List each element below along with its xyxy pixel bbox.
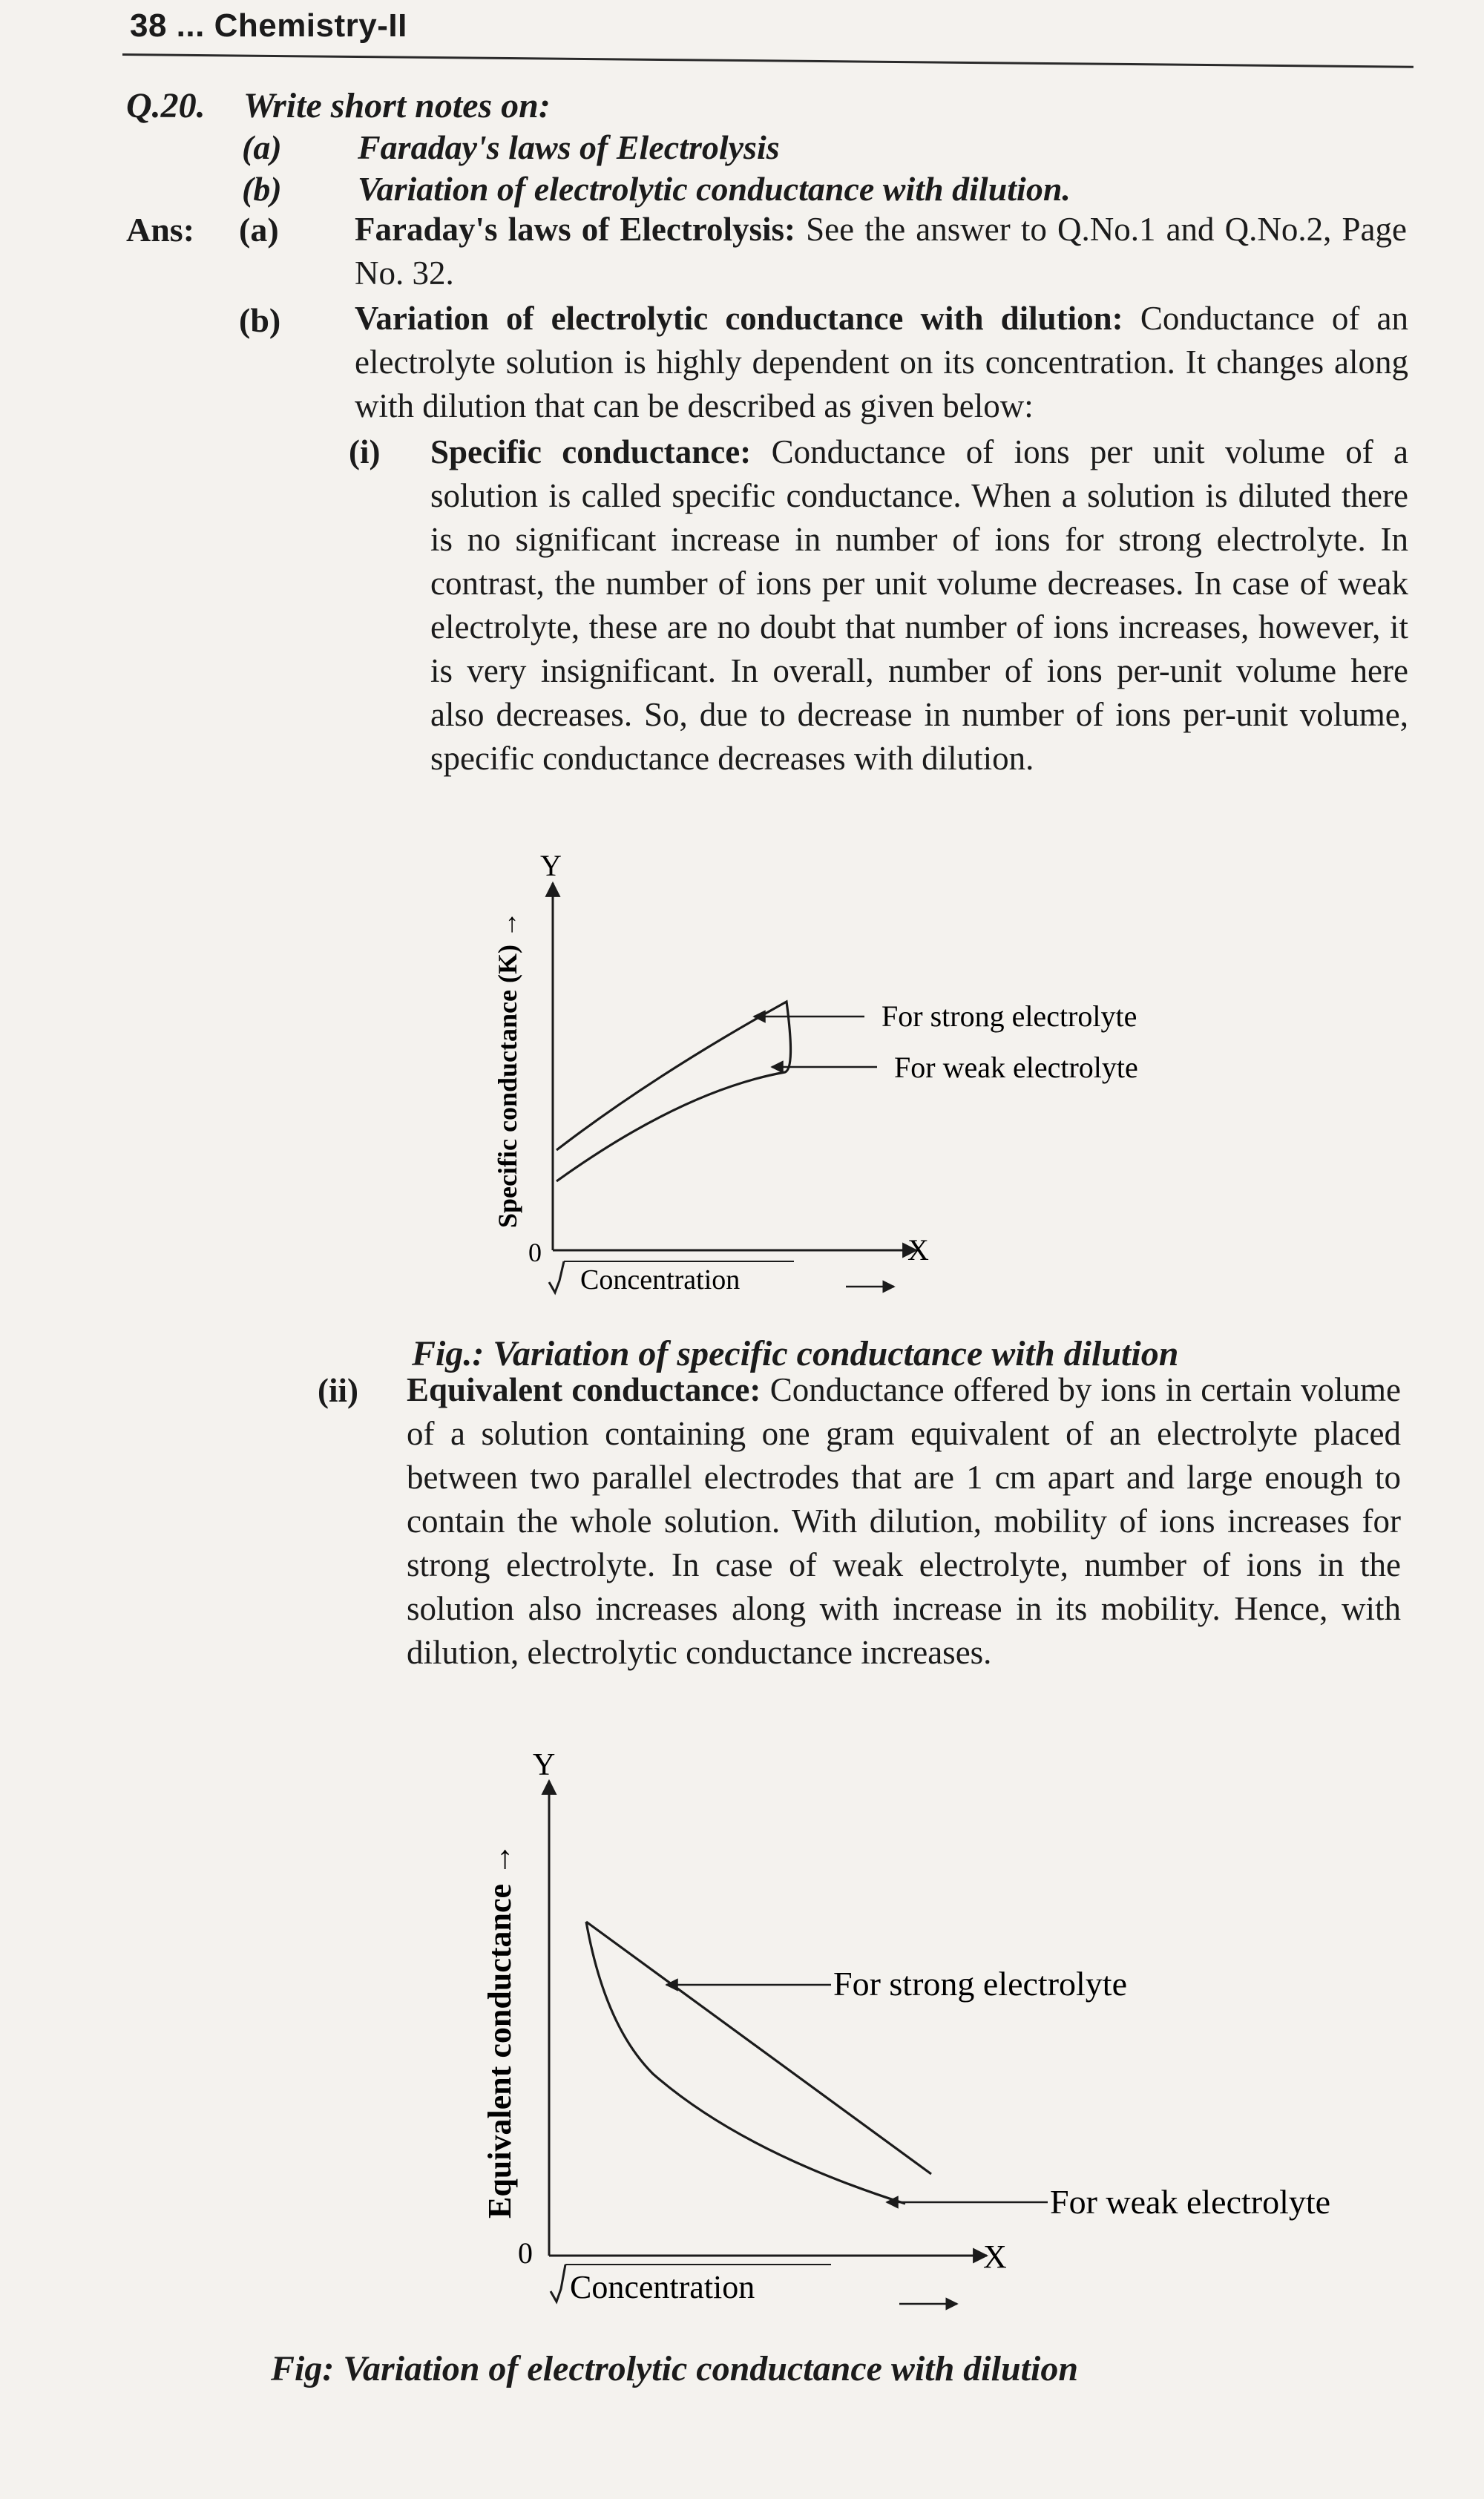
subsection-ii-heading: Equivalent conductance: — [407, 1371, 761, 1408]
question-prompt: Write short notes on: — [243, 86, 551, 125]
y-axis-label: Specific conductance (K) → — [493, 911, 522, 1228]
question-item-text: Faraday's laws of Electrolysis — [358, 128, 780, 166]
page-header: 38 ... Chemistry-II — [130, 7, 407, 44]
subsection-ii-label: (ii) — [318, 1372, 358, 1409]
question-item-label: (b) — [242, 170, 282, 208]
x-axis-label: Concentration — [570, 2269, 755, 2305]
figure-equivalent-conductance — [445, 1736, 1410, 2330]
figure1-caption: Fig.: Variation of specific conductance with dilution — [412, 1334, 1179, 1373]
bracket-mark — [549, 1261, 564, 1293]
figure2-caption: Fig: Variation of electrolytic conductance with dilution — [271, 2349, 1079, 2388]
subsection-ii — [407, 1368, 1401, 1675]
subsection-i-text: Conductance of ions per unit volume of a solution is called specific conductance. When a solution is diluted there is no significant increase in number of ions for strong electrolyte. In contrast, the number of ions per unit volume decreases. In case of weak electrolyte, these are no doubt that number of ions increases, however, it is very insignificant. In overall, number of ions per-unit volume here also decreases. So, due to decrease in number of ions per-unit volume, specific conductance decreases with dilution. — [430, 433, 1409, 777]
origin-label: 0 — [518, 2236, 533, 2270]
answer-part-b-heading: Variation of electrolytic conductance with dilution: — [355, 300, 1123, 337]
y-axis-label: Equivalent conductance → — [482, 1842, 518, 2219]
header-rule — [122, 53, 1414, 68]
answer-part-b-label: (b) — [239, 301, 281, 339]
answer-label: Ans: — [126, 211, 195, 249]
answer-part-a-label: (a) — [239, 211, 279, 249]
strong-electrolyte-label: For strong electrolyte — [881, 999, 1137, 1033]
subsection-ii-text: Conductance offered by ions in certain volume of a solution containing one gram equivalent of an electrolyte placed between two parallel electrodes that are 1 cm apart and large enough to contain the whole solution. With dilution, mobility of ions increases for strong electrolyte. In case of weak electrolyte, number of ions in the solution also increases along with increase in its mobility. Hence, with dilution, electrolytic conductance increases. — [407, 1371, 1402, 1671]
strong-electrolyte-label: For strong electrolyte — [833, 1965, 1128, 2003]
answer-part-b — [355, 297, 1408, 428]
x-axis-name: X — [983, 2239, 1007, 2275]
strong-electrolyte-curve — [556, 1002, 791, 1181]
weak-electrolyte-label: For weak electrolyte — [894, 1051, 1138, 1084]
y-axis-name: Y — [540, 849, 562, 882]
subsection-i-heading: Specific conductance: — [430, 433, 752, 470]
weak-electrolyte-curve — [586, 1922, 905, 2204]
answer-part-a-text: See the answer to Q.No.1 and Q.No.2, Page No. 32. — [355, 211, 1408, 292]
strong-electrolyte-curve — [586, 1922, 931, 2174]
answer-part-a — [355, 208, 1407, 295]
weak-electrolyte-label: For weak electrolyte — [1050, 2183, 1331, 2221]
x-axis-name: X — [907, 1233, 929, 1267]
y-axis-name: Y — [533, 1748, 556, 1782]
question-number: Q.20. — [126, 86, 206, 125]
question-item-label: (a) — [242, 128, 282, 166]
answer-part-a-heading: Faraday's laws of Electrolysis: — [355, 211, 795, 248]
subsection-i — [430, 430, 1408, 781]
bracket-mark — [551, 2265, 565, 2302]
x-axis-label: Concentration — [580, 1264, 741, 1296]
question-item-text: Variation of electrolytic conductance with dilution. — [358, 170, 1071, 208]
origin-label: 0 — [528, 1238, 542, 1267]
figure-specific-conductance — [460, 846, 1261, 1321]
subsection-i-label: (i) — [349, 433, 381, 470]
answer-part-b-text: Conductance of an electrolyte solution is highly dependent on its concentration. It changes along with dilution that can be described as given below: — [355, 300, 1408, 424]
